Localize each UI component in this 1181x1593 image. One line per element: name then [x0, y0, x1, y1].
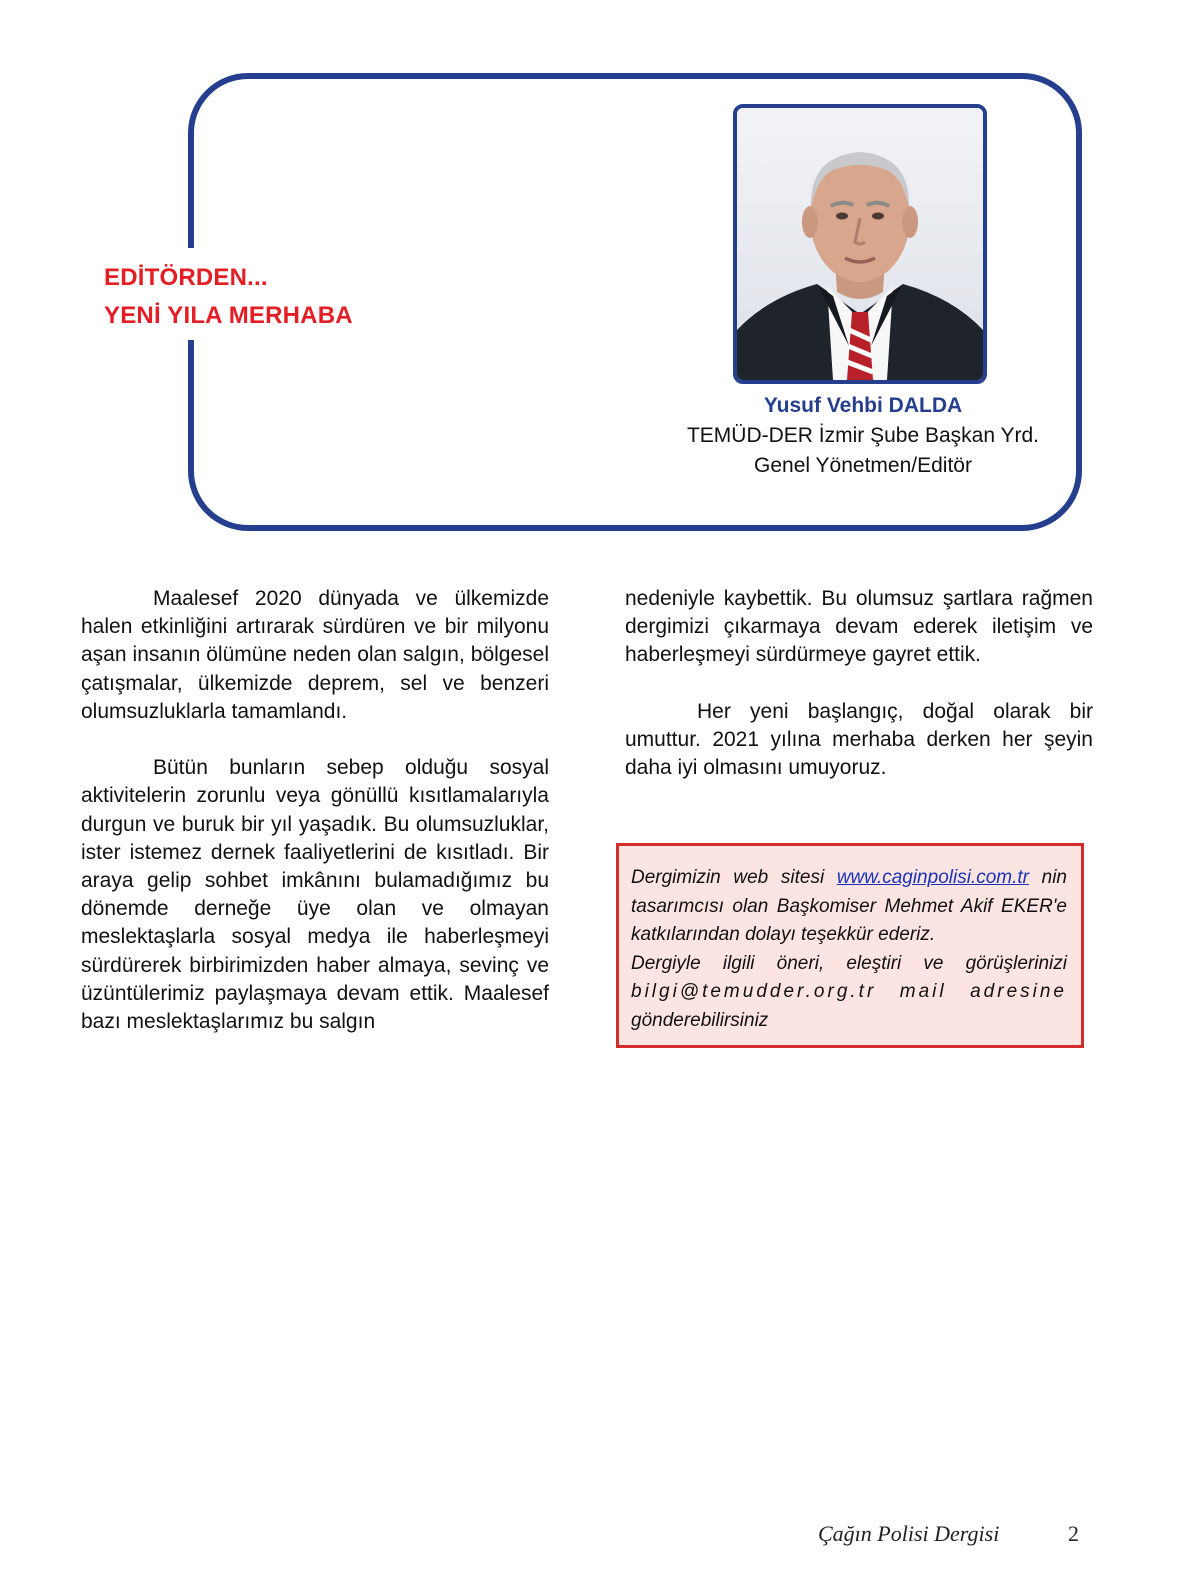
author-role: TEMÜD-DER İzmir Şube Başkan Yrd. — [686, 424, 1040, 447]
portrait-photo-icon — [737, 108, 983, 380]
notice-text: nin tasarımcısı olan Başkomiser Mehmet Akif EKER'e katkılarından dolayı teşekkür ederiz. — [631, 867, 1067, 945]
heading-line-editorial: EDİTÖRDEN... — [104, 264, 268, 291]
article-paragraph: Maalesef 2020 dünyada ve ülkemizde halen etkinliğini artırarak sürdüren ve bir milyonu aşan insanın ölümüne neden olan salgın, bölgesel çatışmalar, ülkemizde deprem, sel ve benzeri olumsuzluklarla tamamlandı. — [81, 587, 549, 723]
author-info — [660, 391, 1066, 481]
notice-box — [616, 843, 1084, 1048]
author-photo — [733, 104, 987, 384]
section-heading — [104, 259, 353, 335]
notice-text: gönderebilirsiniz — [631, 1009, 769, 1031]
article-paragraph: Bütün bunların sebep olduğu sosyal aktivitelerin zorunlu veya gönüllü kısıtlamalarıyla durgun ve buruk bir yıl yaşadık. Bu olumsuzluklar, ister istemez dernek faaliyetlerini de kısıtladı. Bir araya gelip sohbet imkânını bulamadığımız bu dönemde derneğe üye olan ve olmayan meslektaşlarla sosyal medya ile haberleşmeyi sürdürerek birbirimizden haber almaya, sevinç ve üzüntülerimiz paylaşmaya devam ettik. Maalesef bazı meslektaşlarımız bu salgın — [81, 756, 549, 1034]
footer-magazine-title: Çağın Polisi Dergisi — [818, 1521, 1000, 1546]
page-number: 2 — [1068, 1521, 1079, 1546]
article-column-right — [625, 585, 1093, 811]
notice-text: Dergiyle ilgili öneri, eleştiri ve görüşlerinizi — [631, 952, 1067, 974]
author-title: Genel Yönetmen/Editör — [754, 454, 972, 477]
website-link[interactable]: www.caginpolisi.com.tr — [836, 867, 1029, 888]
author-name: Yusuf Vehbi DALDA — [763, 394, 963, 417]
article-column-left — [81, 585, 549, 1064]
article-paragraph: Her yeni başlangıç, doğal olarak bir umuttur. 2021 yılına merhaba derken her şeyin daha iyi olmasını umuyoruz. — [625, 699, 1093, 780]
heading-line-title: YENİ YILA MERHABA — [104, 302, 353, 329]
notice-text: Dergimizin web sitesi — [631, 867, 837, 888]
email-address[interactable]: bilgi@temudder.org.tr mail adresine — [631, 981, 1067, 1002]
article-paragraph-continued: nedeniyle kaybettik. Bu olumsuz şartlara rağmen dergimizi çıkarmaya devam ederek iletişim ve haberleşmeyi sürdürmeye gayret ettik. — [625, 587, 1093, 667]
